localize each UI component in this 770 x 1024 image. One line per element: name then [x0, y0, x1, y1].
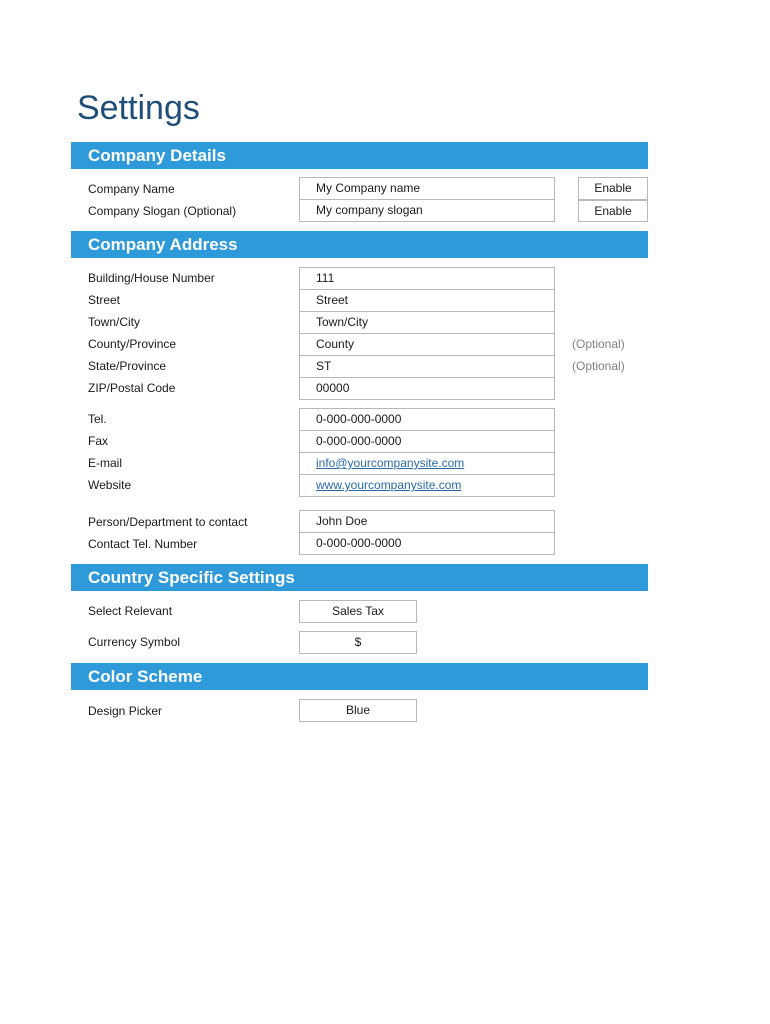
street-field[interactable]: Street: [299, 290, 555, 312]
town-city-label: Town/City: [88, 315, 141, 329]
section-header-color-scheme: [71, 663, 648, 690]
zip-code-label: ZIP/Postal Code: [88, 381, 176, 395]
tax-type-select[interactable]: Sales Tax: [299, 600, 417, 623]
county-province-label: County/Province: [88, 337, 177, 351]
fax-label: Fax: [88, 434, 109, 448]
page-title: Settings: [77, 89, 200, 127]
company-slogan-label: Company Slogan (Optional): [88, 204, 237, 218]
building-number-field[interactable]: 111: [299, 267, 555, 290]
state-province-label: State/Province: [88, 359, 167, 373]
section-title: Company Address: [88, 235, 238, 254]
state-province-field[interactable]: ST: [299, 356, 555, 378]
website-field[interactable]: www.yourcompanysite.com: [299, 475, 555, 497]
company-name-field[interactable]: My Company name: [299, 177, 555, 200]
building-number-label: Building/House Number: [88, 271, 215, 285]
town-city-field[interactable]: Town/City: [299, 312, 555, 334]
email-label: E-mail: [88, 456, 123, 470]
company-name-label: Company Name: [88, 182, 175, 196]
contact-tel-field[interactable]: 0-000-000-0000: [299, 533, 555, 555]
design-picker-label: Design Picker: [88, 704, 163, 718]
currency-symbol-label: Currency Symbol: [88, 635, 181, 649]
county-optional-note: (Optional): [572, 337, 625, 351]
tel-label: Tel.: [88, 412, 107, 426]
state-optional-note: (Optional): [572, 359, 625, 373]
section-title: Country Specific Settings: [88, 568, 295, 587]
county-province-field[interactable]: County: [299, 334, 555, 356]
design-picker-select[interactable]: Blue: [299, 699, 417, 722]
contact-tel-label: Contact Tel. Number: [88, 537, 198, 551]
section-header-company-details: [71, 142, 648, 169]
section-title: Color Scheme: [88, 667, 203, 686]
tel-field[interactable]: 0-000-000-0000: [299, 408, 555, 431]
section-header-country-settings: [71, 564, 648, 591]
street-label: Street: [88, 293, 121, 307]
section-header-company-address: [71, 231, 648, 258]
contact-person-label: Person/Department to contact: [88, 515, 248, 529]
contact-person-field[interactable]: John Doe: [299, 510, 555, 533]
fax-field[interactable]: 0-000-000-0000: [299, 431, 555, 453]
company-slogan-field[interactable]: My company slogan: [299, 200, 555, 222]
email-field[interactable]: info@yourcompanysite.com: [299, 453, 555, 475]
website-label: Website: [88, 478, 132, 492]
company-name-enable-button[interactable]: Enable: [578, 177, 648, 200]
section-title: Company Details: [88, 146, 226, 165]
company-slogan-enable-button[interactable]: Enable: [578, 200, 648, 222]
zip-code-field[interactable]: 00000: [299, 378, 555, 400]
currency-symbol-field[interactable]: $: [299, 631, 417, 654]
select-relevant-label: Select Relevant: [88, 604, 173, 618]
